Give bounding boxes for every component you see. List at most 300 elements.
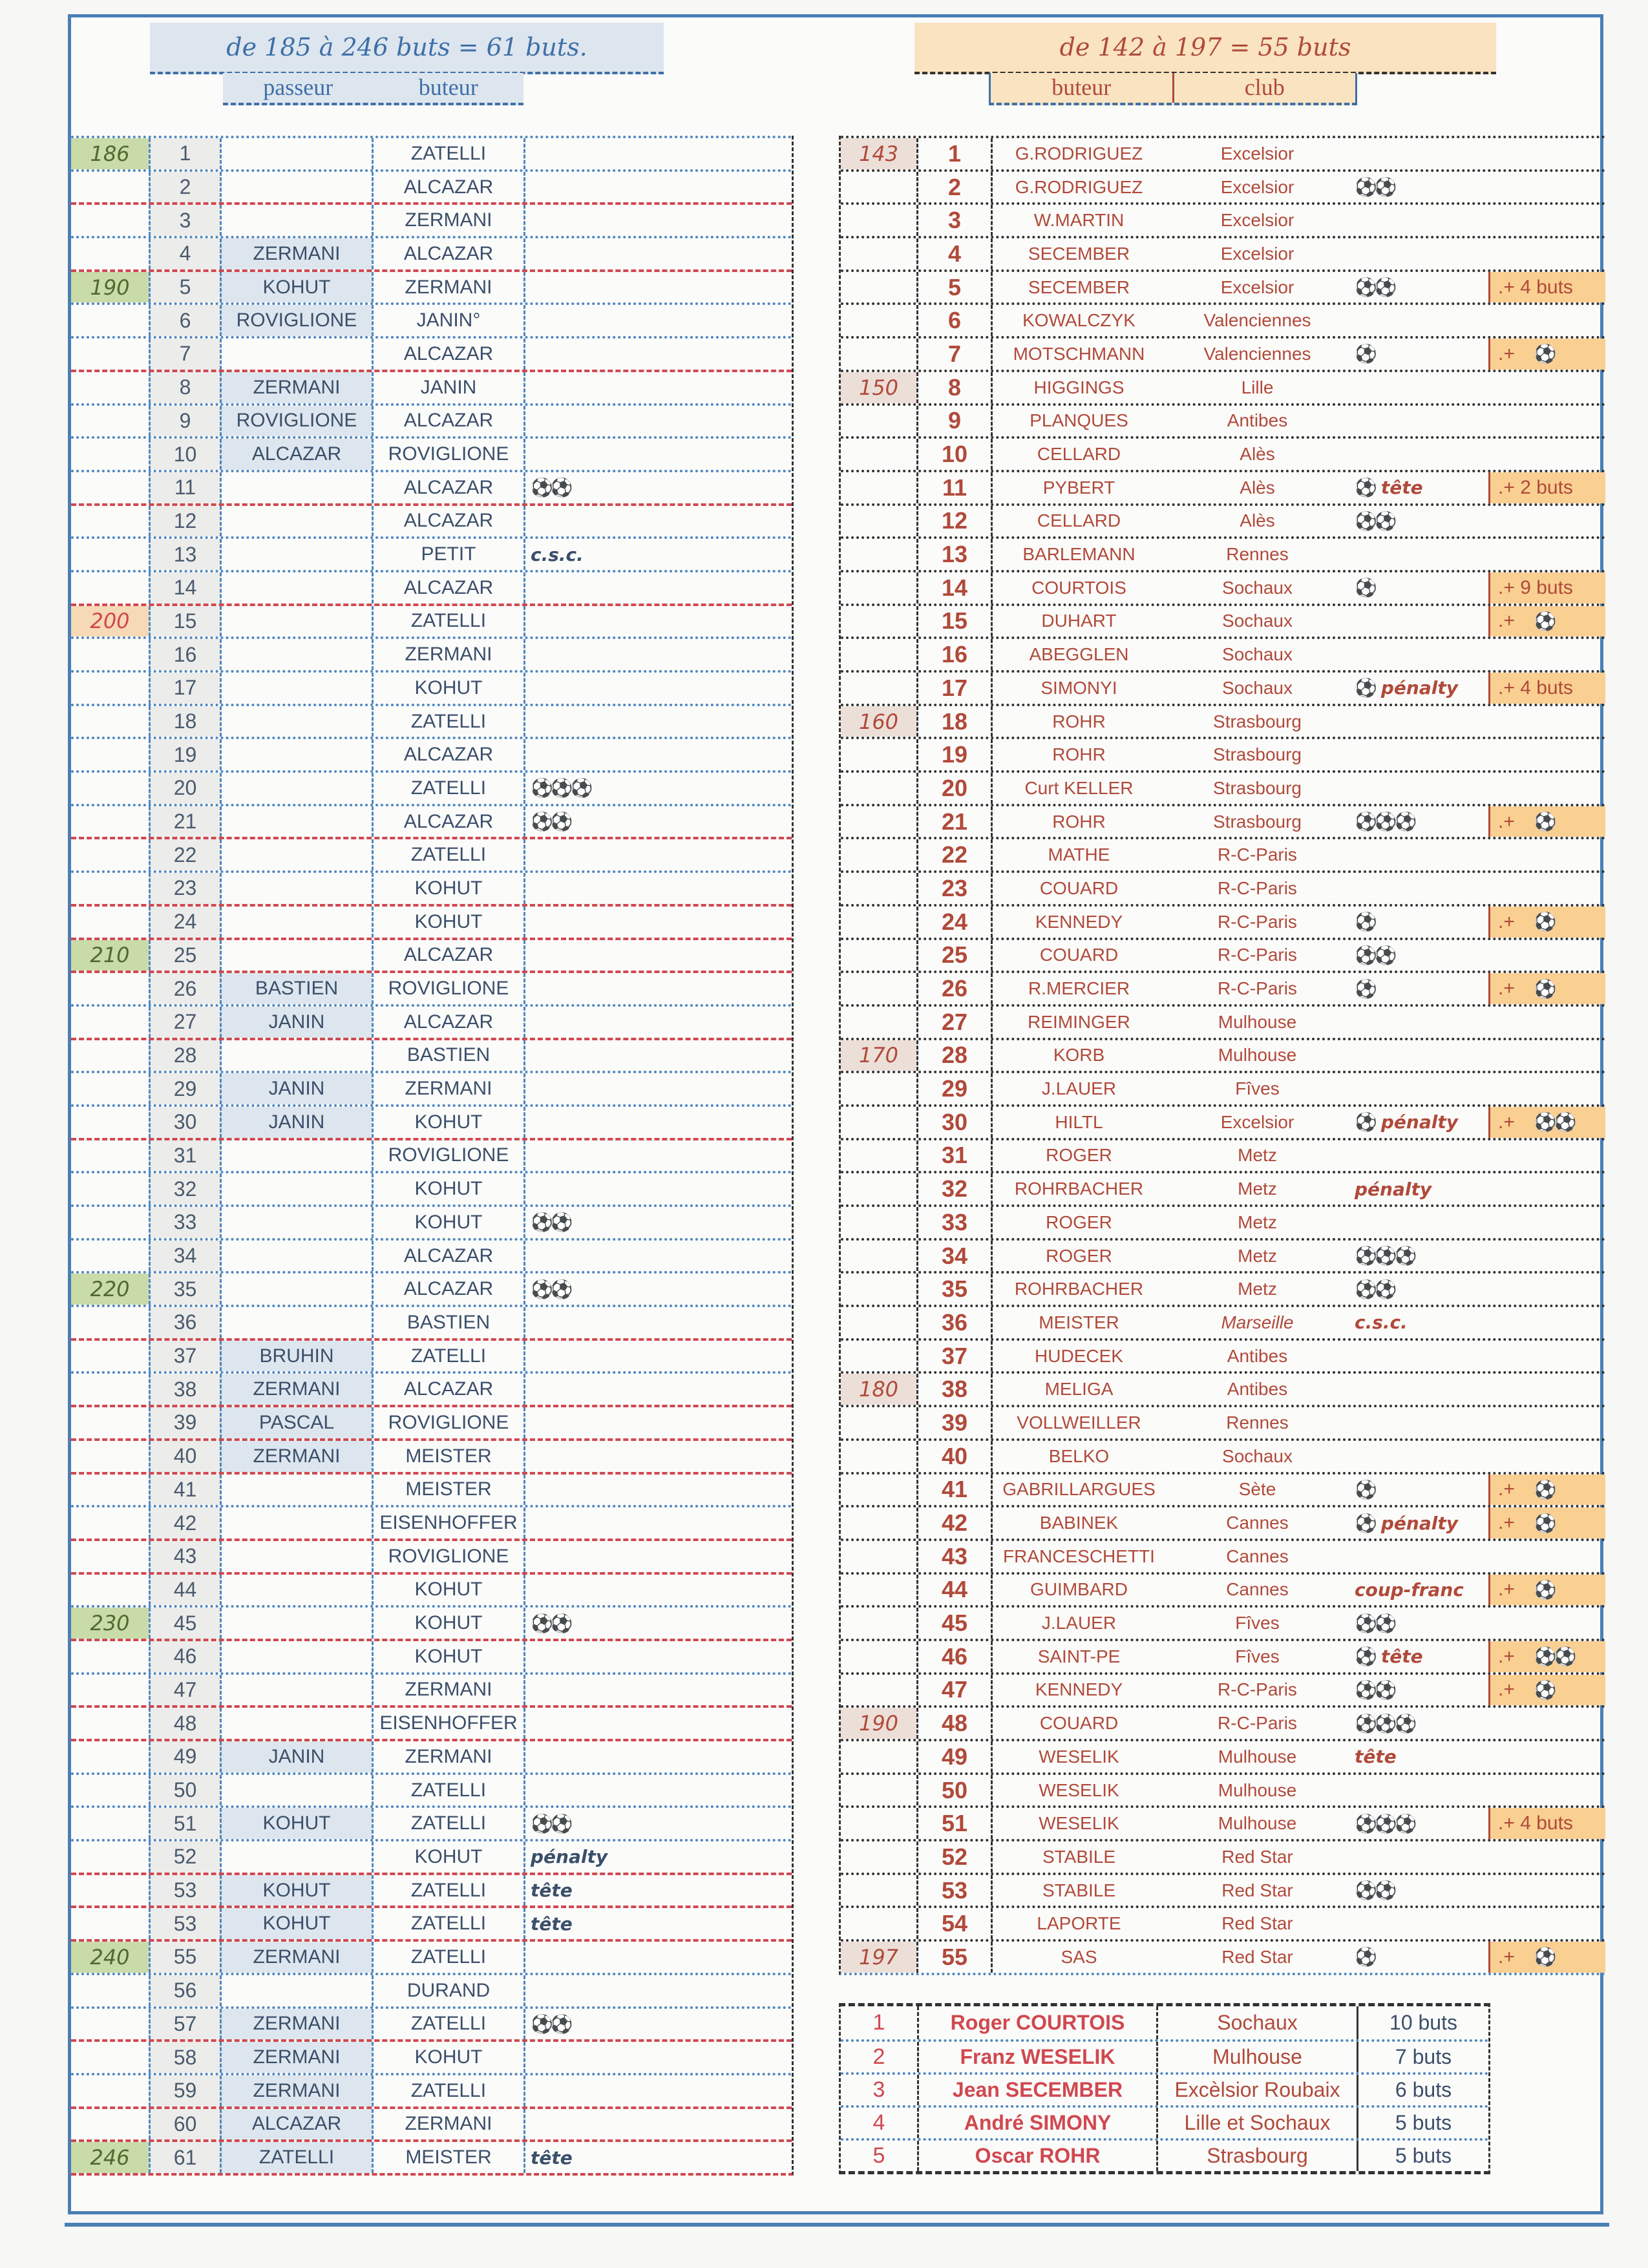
note-cell xyxy=(523,1040,792,1071)
goal-number: 19 xyxy=(149,739,220,770)
table-row xyxy=(71,670,792,704)
note-cell xyxy=(523,1741,792,1772)
extra-goals-badge xyxy=(1488,1741,1605,1772)
milestone-badge xyxy=(841,1507,916,1538)
goal-number: 46 xyxy=(149,1641,220,1672)
goal-number: 3 xyxy=(149,205,220,236)
buteur-cell: JANIN° xyxy=(372,305,523,336)
extra-goals-text: .+ xyxy=(1498,1512,1515,1534)
note-cell xyxy=(1349,1942,1488,1973)
milestone-badge xyxy=(841,238,916,269)
left-goals-table xyxy=(71,136,794,2176)
passeur-cell xyxy=(220,172,372,203)
note-cell xyxy=(1349,1173,1488,1204)
note-cell xyxy=(523,873,792,904)
milestone-badge xyxy=(841,572,916,604)
goal-number: 9 xyxy=(916,406,991,437)
extra-goals-text: .+ xyxy=(1498,342,1515,364)
note-cell xyxy=(523,1708,792,1739)
table-row xyxy=(841,536,1605,570)
note-cell xyxy=(523,2075,792,2106)
passeur-cell xyxy=(220,1307,372,1338)
table-row xyxy=(841,1171,1605,1204)
extra-goals-text: .+ xyxy=(1498,1579,1515,1601)
milestone-badge xyxy=(841,1241,916,1272)
header-buteur-right: buteur xyxy=(1051,74,1112,100)
milestone-badge xyxy=(841,539,916,570)
milestone-badge xyxy=(841,907,916,938)
table-row xyxy=(71,336,792,370)
goal-number: 4 xyxy=(149,238,220,269)
buteur-cell: MELIGA xyxy=(991,1374,1165,1405)
soccer-ball-icon: ⚽ xyxy=(1534,1579,1554,1601)
club-cell: R-C-Paris xyxy=(1218,845,1297,865)
extra-goals-badge xyxy=(1488,1541,1605,1572)
club-cell: Strasbourg xyxy=(1213,811,1302,832)
goal-number: 2 xyxy=(149,172,220,203)
passeur-cell xyxy=(220,1708,372,1739)
note-cell xyxy=(1349,205,1488,236)
milestone-badge xyxy=(841,940,916,971)
goal-number: 26 xyxy=(149,973,220,1004)
passeur-cell: ZERMANI xyxy=(220,2042,372,2073)
leaderboard-row xyxy=(841,2006,1488,2039)
note-cell xyxy=(523,1842,792,1873)
note-cell xyxy=(523,706,792,737)
goal-number: 8 xyxy=(149,372,220,403)
goal-number: 12 xyxy=(916,506,991,537)
note-cell xyxy=(523,1307,792,1338)
header-buteur: buteur xyxy=(418,74,478,100)
milestone-badge xyxy=(71,1808,149,1839)
buteur-cell: ROHR xyxy=(991,739,1165,770)
goal-number: 6 xyxy=(916,305,991,336)
goal-number: 26 xyxy=(916,973,991,1004)
extra-goals-badge xyxy=(1488,940,1605,971)
buteur-cell: ROGER xyxy=(991,1241,1165,1272)
goal-number: 34 xyxy=(149,1241,220,1272)
table-row xyxy=(71,1906,792,1939)
club-cell: Alès xyxy=(1240,444,1275,465)
table-row xyxy=(71,370,792,403)
player-goals: 5 buts xyxy=(1357,2141,1488,2171)
table-row xyxy=(71,236,792,269)
club-cell: Mulhouse xyxy=(1218,1746,1297,1767)
table-row xyxy=(71,1538,792,1572)
note-cell xyxy=(1349,1575,1488,1606)
note-cell xyxy=(1349,1875,1488,1906)
passeur-cell: ZERMANI xyxy=(220,1942,372,1973)
extra-goals-text: .+ xyxy=(1498,610,1515,632)
buteur-cell: ZERMANI xyxy=(372,2109,523,2140)
goal-number: 17 xyxy=(149,673,220,704)
note-cell xyxy=(1349,1507,1488,1538)
goal-number: 20 xyxy=(916,773,991,804)
milestone-badge xyxy=(71,873,149,904)
buteur-cell: ZERMANI xyxy=(372,205,523,236)
passeur-cell xyxy=(220,1241,372,1272)
note-cell xyxy=(523,1608,792,1639)
note-cell xyxy=(523,773,792,804)
player-name: Oscar ROHR xyxy=(917,2141,1156,2171)
note-cell xyxy=(1349,1775,1488,1806)
extra-goals-badge xyxy=(1488,572,1605,604)
note-cell xyxy=(523,1140,792,1171)
table-row xyxy=(71,136,792,169)
table-row xyxy=(841,904,1605,938)
note-text: pénalty xyxy=(531,1846,608,1868)
milestone-badge xyxy=(71,1775,149,1806)
note-cell xyxy=(523,806,792,837)
table-row xyxy=(71,1305,792,1338)
club-cell: Cannes xyxy=(1226,1579,1289,1600)
buteur-cell: ZATELLI xyxy=(372,706,523,737)
table-row xyxy=(841,1138,1605,1171)
club-cell: Metz xyxy=(1238,1245,1277,1266)
table-row xyxy=(71,1505,792,1538)
goal-number: 28 xyxy=(916,1040,991,1071)
note-text: tête xyxy=(531,1913,573,1935)
goal-number: 19 xyxy=(916,739,991,770)
club-cell: Fîves xyxy=(1235,1646,1280,1666)
buteur-cell: BABINEK xyxy=(991,1507,1165,1538)
milestone-badge xyxy=(71,2109,149,2140)
goal-number: 1 xyxy=(149,138,220,169)
player-name: André SIMONY xyxy=(917,2108,1156,2138)
passeur-cell: JANIN xyxy=(220,1073,372,1104)
note-cell xyxy=(523,1407,792,1438)
note-cell xyxy=(523,539,792,570)
passeur-cell xyxy=(220,1641,372,1672)
soccer-ball-icon: ⚽⚽ xyxy=(531,2013,571,2035)
goal-number: 13 xyxy=(916,539,991,570)
passeur-cell xyxy=(220,606,372,637)
buteur-cell: MEISTER xyxy=(991,1307,1165,1338)
buteur-cell: EISENHOFFER xyxy=(372,1708,523,1739)
note-cell xyxy=(523,1775,792,1806)
note-cell xyxy=(523,1908,792,1939)
soccer-ball-icon: ⚽ xyxy=(1534,911,1554,933)
club-cell: Metz xyxy=(1238,1279,1277,1299)
buteur-cell: ZATELLI xyxy=(372,1808,523,1839)
milestone-badge xyxy=(71,1842,149,1873)
note-cell xyxy=(523,1107,792,1138)
buteur-cell: KOHUT xyxy=(372,1842,523,1873)
player-name: Jean SECEMBER xyxy=(917,2075,1156,2105)
header-club: club xyxy=(1172,73,1356,103)
extra-goals-badge xyxy=(1488,539,1605,570)
player-club: Strasbourg xyxy=(1156,2141,1357,2171)
buteur-cell: KOHUT xyxy=(372,2042,523,2073)
buteur-cell: ZATELLI xyxy=(372,2009,523,2040)
player-goals: 7 buts xyxy=(1357,2042,1488,2072)
passeur-cell: ALCAZAR xyxy=(220,439,372,470)
extra-goals-badge xyxy=(1488,1842,1605,1873)
club-cell: Mulhouse xyxy=(1218,1780,1297,1800)
passeur-cell xyxy=(220,138,372,169)
note-cell xyxy=(523,472,792,503)
buteur-cell: ALCAZAR xyxy=(372,406,523,437)
extra-goals-badge xyxy=(1488,1007,1605,1038)
table-row xyxy=(71,1805,792,1839)
table-row xyxy=(71,704,792,737)
buteur-cell: BASTIEN xyxy=(372,1040,523,1071)
milestone-badge xyxy=(71,339,149,370)
goal-number: 18 xyxy=(916,706,991,737)
passeur-cell: KOHUT xyxy=(220,1875,372,1906)
extra-goals-badge xyxy=(1488,639,1605,670)
note-cell xyxy=(523,205,792,236)
extra-goals-badge xyxy=(1488,1374,1605,1405)
table-row xyxy=(71,2039,792,2073)
note-cell xyxy=(1349,606,1488,637)
buteur-cell: PLANQUES xyxy=(991,406,1165,437)
note-cell xyxy=(523,1575,792,1606)
goal-number: 18 xyxy=(149,706,220,737)
table-row xyxy=(71,636,792,670)
table-row xyxy=(71,971,792,1004)
table-row xyxy=(71,1739,792,1772)
buteur-cell: KOHUT xyxy=(372,1641,523,1672)
note-cell xyxy=(523,1675,792,1706)
note-cell xyxy=(523,138,792,169)
note-cell xyxy=(523,639,792,670)
goal-number: 22 xyxy=(916,839,991,870)
buteur-cell: ROVIGLIONE xyxy=(372,1541,523,1572)
buteur-cell: SECEMBER xyxy=(991,272,1165,303)
extra-goals-text: .+ xyxy=(1498,1645,1515,1667)
passeur-cell: ZERMANI xyxy=(220,2009,372,2040)
club-cell: Valenciennes xyxy=(1203,343,1311,364)
goal-number: 31 xyxy=(149,1140,220,1171)
table-row xyxy=(841,1071,1605,1104)
goal-number: 46 xyxy=(916,1641,991,1672)
extra-goals-text: .+ xyxy=(1498,910,1515,932)
buteur-cell: MEISTER xyxy=(372,2142,523,2173)
table-row xyxy=(71,1639,792,1672)
right-goals-table xyxy=(839,136,1605,1975)
buteur-cell: ALCAZAR xyxy=(372,940,523,971)
buteur-cell: VOLLWEILLER xyxy=(991,1407,1165,1438)
table-row xyxy=(841,1204,1605,1238)
extra-goals-badge xyxy=(1488,305,1605,336)
table-row xyxy=(71,2073,792,2106)
buteur-cell: FRANCESCHETTI xyxy=(991,1541,1165,1572)
buteur-cell: ROVIGLIONE xyxy=(372,973,523,1004)
note-text: c.s.c. xyxy=(1355,1312,1408,1334)
table-row xyxy=(841,704,1605,737)
note-cell xyxy=(1349,739,1488,770)
soccer-ball-icon: ⚽⚽ xyxy=(1355,1278,1395,1300)
passeur-cell xyxy=(220,1575,372,1606)
table-row xyxy=(841,1639,1605,1672)
note-cell xyxy=(1349,506,1488,537)
extra-goals-badge xyxy=(1488,1675,1605,1706)
buteur-cell: BASTIEN xyxy=(372,1307,523,1338)
passeur-cell xyxy=(220,1775,372,1806)
goal-number: 45 xyxy=(149,1608,220,1639)
note-cell xyxy=(1349,1675,1488,1706)
table-row xyxy=(71,837,792,870)
passeur-cell: ZATELLI xyxy=(220,2142,372,2173)
extra-goals-badge xyxy=(1488,873,1605,904)
milestone-badge xyxy=(71,1675,149,1706)
note-cell xyxy=(1349,773,1488,804)
extra-goals-badge xyxy=(1488,806,1605,837)
note-cell xyxy=(1349,339,1488,370)
note-cell xyxy=(1349,1608,1488,1639)
passeur-cell xyxy=(220,639,372,670)
extra-goals-badge xyxy=(1488,1073,1605,1104)
goal-number: 23 xyxy=(916,873,991,904)
table-row xyxy=(841,370,1605,403)
table-row xyxy=(71,1371,792,1405)
passeur-cell: KOHUT xyxy=(220,1808,372,1839)
buteur-cell: HUDECEK xyxy=(991,1341,1165,1372)
club-cell: Lille xyxy=(1241,377,1274,397)
rank: 1 xyxy=(872,2010,885,2035)
buteur-cell: GABRILLARGUES xyxy=(991,1475,1165,1506)
soccer-ball-icon: ⚽⚽⚽ xyxy=(531,777,591,799)
table-row xyxy=(71,604,792,637)
note-text: tête xyxy=(1380,1646,1423,1668)
table-row xyxy=(841,1805,1605,1839)
milestone-badge xyxy=(841,606,916,637)
club-cell: Excelsior xyxy=(1220,176,1294,197)
club-cell: Sochaux xyxy=(1222,677,1293,698)
buteur-cell: ALCAZAR xyxy=(372,238,523,269)
milestone-badge xyxy=(841,272,916,303)
goal-number: 15 xyxy=(916,606,991,637)
note-cell xyxy=(1349,673,1488,704)
goal-number: 29 xyxy=(916,1073,991,1104)
buteur-cell: R.MERCIER xyxy=(991,973,1165,1004)
milestone-badge xyxy=(841,773,916,804)
goal-number: 29 xyxy=(149,1073,220,1104)
table-row xyxy=(841,1338,1605,1372)
buteur-cell: KOHUT xyxy=(372,1173,523,1204)
goal-number: 33 xyxy=(149,1207,220,1238)
extra-goals-text: .+ xyxy=(1498,1679,1515,1701)
extra-goals-badge xyxy=(1488,439,1605,470)
milestone-badge xyxy=(71,238,149,269)
extra-goals-badge xyxy=(1488,1241,1605,1272)
extra-goals-badge xyxy=(1488,1040,1605,1071)
player-goals: 10 buts xyxy=(1357,2006,1488,2039)
buteur-cell: ALCAZAR xyxy=(372,339,523,370)
table-row xyxy=(71,1672,792,1706)
passeur-cell: ROVIGLIONE xyxy=(220,406,372,437)
table-row xyxy=(71,1839,792,1873)
note-cell xyxy=(1349,1842,1488,1873)
table-row xyxy=(71,1238,792,1272)
soccer-ball-icon: ⚽ xyxy=(1355,1478,1375,1500)
note-cell xyxy=(1349,406,1488,437)
milestone-badge xyxy=(71,1173,149,1204)
buteur-cell: ALCAZAR xyxy=(372,1007,523,1038)
passeur-cell xyxy=(220,706,372,737)
club-cell: R-C-Paris xyxy=(1218,945,1297,965)
milestone-badge xyxy=(71,839,149,870)
club-cell: Alès xyxy=(1240,477,1275,498)
extra-goals-badge xyxy=(1488,1207,1605,1238)
table-row xyxy=(841,1405,1605,1438)
goal-number: 43 xyxy=(149,1541,220,1572)
goal-number: 24 xyxy=(916,907,991,938)
buteur-cell: DURAND xyxy=(372,1975,523,2006)
soccer-ball-icon: ⚽⚽ xyxy=(531,811,571,833)
table-row xyxy=(71,1171,792,1204)
note-cell xyxy=(1349,839,1488,870)
note-cell xyxy=(1349,1541,1488,1572)
milestone-badge xyxy=(841,205,916,236)
club-cell: Excelsior xyxy=(1220,243,1294,264)
milestone-badge xyxy=(841,1775,916,1806)
extra-goals-badge xyxy=(1488,1808,1605,1839)
note-cell xyxy=(1349,272,1488,303)
milestone-badge xyxy=(841,1741,916,1772)
passeur-cell xyxy=(220,572,372,604)
table-row xyxy=(71,1705,792,1739)
buteur-cell: ZATELLI xyxy=(372,1341,523,1372)
leaderboard-row xyxy=(841,2072,1488,2105)
note-cell xyxy=(523,907,792,938)
note-text: tête xyxy=(1355,1746,1397,1768)
table-row xyxy=(841,670,1605,704)
goal-number: 38 xyxy=(149,1374,220,1405)
passeur-cell: ZERMANI xyxy=(220,372,372,403)
table-row xyxy=(71,169,792,203)
extra-goals-badge xyxy=(1488,1942,1605,1973)
soccer-ball-icon: ⚽ xyxy=(1534,1478,1554,1500)
soccer-ball-icon: ⚽⚽ xyxy=(1355,176,1395,198)
buteur-cell: EISENHOFFER xyxy=(372,1507,523,1538)
goal-number: 12 xyxy=(149,506,220,537)
soccer-ball-icon: ⚽ xyxy=(1355,1646,1375,1668)
milestone-badge: 190 xyxy=(841,1708,916,1739)
extra-goals-badge xyxy=(1488,773,1605,804)
milestone-badge xyxy=(841,1307,916,1338)
goal-number: 51 xyxy=(916,1808,991,1839)
table-row xyxy=(71,536,792,570)
soccer-ball-icon: ⚽⚽ xyxy=(1355,1880,1395,1902)
table-row xyxy=(71,269,792,303)
goal-number: 37 xyxy=(149,1341,220,1372)
club-cell: Excelsior xyxy=(1220,143,1294,163)
milestone-badge: 246 xyxy=(71,2142,149,2173)
buteur-cell: ROVIGLIONE xyxy=(372,439,523,470)
note-cell xyxy=(1349,907,1488,938)
club-cell: Rennes xyxy=(1226,544,1289,565)
buteur-cell: ROGER xyxy=(991,1207,1165,1238)
milestone-badge: 200 xyxy=(71,606,149,637)
goal-number: 32 xyxy=(916,1173,991,1204)
table-row xyxy=(841,1438,1605,1472)
goal-number: 60 xyxy=(149,2109,220,2140)
passeur-cell xyxy=(220,1675,372,1706)
table-row xyxy=(841,503,1605,537)
goal-number: 53 xyxy=(149,1908,220,1939)
passeur-cell: BASTIEN xyxy=(220,973,372,1004)
club-cell: Red Star xyxy=(1221,1946,1293,1967)
soccer-ball-icon: ⚽ xyxy=(1355,1111,1375,1133)
soccer-ball-icon: ⚽ xyxy=(1534,610,1554,632)
extra-goals-text: .+ 4 buts xyxy=(1498,1812,1573,1834)
extra-goals-text: .+ 4 buts xyxy=(1498,276,1573,298)
table-row xyxy=(71,2106,792,2140)
table-row xyxy=(841,1906,1605,1939)
passeur-cell: ZERMANI xyxy=(220,1374,372,1405)
